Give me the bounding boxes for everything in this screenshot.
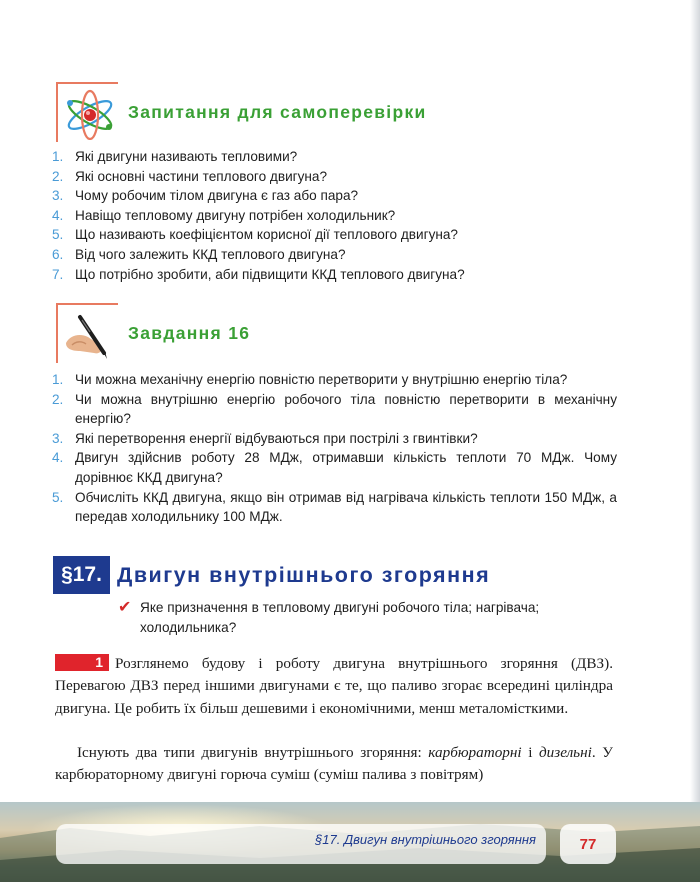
paragraph-heading	[53, 556, 490, 594]
item-number: 3.	[52, 430, 64, 446]
self-check-title: Запитання для самоперевірки	[128, 101, 427, 122]
paragraph-title: Двигун внутрішнього згоряння	[117, 562, 491, 587]
list-item	[52, 488, 617, 527]
item-number: 1.	[52, 372, 64, 387]
item-number: 5.	[52, 489, 64, 505]
body-paragraph-2	[55, 742, 613, 787]
body-text-span: Існують два типи двигунів внутрішнього згоряння:	[77, 744, 429, 761]
list-item	[52, 429, 617, 449]
item-number: 1.	[52, 149, 64, 164]
body-text-span: і	[521, 744, 539, 761]
item-number: 6.	[52, 246, 64, 262]
list-item	[52, 448, 617, 487]
running-title: §17. Двигун внутрішнього згоряння	[315, 832, 536, 847]
item-number: 4.	[52, 450, 64, 466]
subsection-number-badge: 1	[55, 654, 109, 671]
task-title: Завдання 16	[128, 322, 251, 343]
item-text: Обчисліть ККД двигуна, якщо він отримав від нагрівача кількість теплоти 150 МДж, а передав холодильнику 100 МДж.	[75, 489, 617, 525]
item-text: Що називають коефіцієнтом корисної дії теплового двигуна?	[75, 227, 458, 243]
list-item	[52, 245, 617, 265]
item-text: Чи можна механічну енергію повністю перетворити у внутрішню енергію тіла?	[75, 372, 568, 387]
task-header	[56, 303, 250, 363]
item-number: 7.	[52, 266, 64, 282]
checkmark-icon: ✔	[118, 599, 132, 616]
item-number: 2.	[52, 168, 64, 184]
item-text: Двигун здійснив роботу 28 МДж, отримавши кількість теплоти 70 МДж. Чому дорівнює ККД двигуна?	[75, 450, 617, 485]
atom-icon	[60, 86, 116, 140]
list-item	[52, 370, 617, 390]
item-number: 3.	[52, 188, 64, 204]
item-text: Які перетворення енергії відбуваються при пострілі з гвинтівки?	[75, 430, 478, 446]
item-number: 4.	[52, 207, 64, 223]
self-check-header	[56, 82, 427, 142]
self-check-icon-frame	[56, 82, 118, 142]
task-icon-frame	[56, 303, 118, 363]
item-text: Що потрібно зробити, аби підвищити ККД теплового двигуна?	[75, 266, 465, 282]
body-paragraph-1	[55, 653, 613, 720]
page-number: 77	[560, 824, 616, 864]
item-number: 2.	[52, 391, 64, 407]
list-item	[52, 186, 617, 206]
item-text: Від чого залежить ККД теплового двигуна?	[75, 246, 346, 262]
item-text: Навіщо тепловому двигуну потрібен холодильник?	[75, 207, 396, 223]
paragraph-number: §17.	[53, 556, 110, 594]
page-edge	[690, 0, 700, 882]
item-number: 5.	[52, 227, 64, 243]
item-text: Чому робочим тілом двигуна є газ або пара?	[75, 188, 359, 204]
list-item	[52, 225, 617, 245]
task-items	[52, 370, 617, 527]
item-text: Чи можна внутрішню енергію робочого тіла повністю перетворити в механічну енергію?	[75, 391, 617, 427]
list-item	[52, 147, 617, 167]
term-diesel: дизельні	[539, 744, 592, 761]
item-text: Які двигуни називають тепловими?	[75, 149, 298, 164]
pen-hand-icon	[60, 307, 116, 361]
body-text-span: . У карбюраторному двигуні горюча суміш (суміш палива з повітрям)	[55, 744, 613, 784]
list-item	[52, 390, 617, 429]
list-item	[52, 265, 617, 285]
item-text: Які основні частини теплового двигуна?	[75, 168, 328, 184]
self-check-questions	[52, 147, 617, 284]
intro-question-text: Яке призначення в тепловому двигуні робочого тіла; нагрівача; холодильника?	[140, 600, 540, 635]
term-carburetor: карбюраторні	[428, 744, 522, 761]
footer-banner	[0, 802, 700, 882]
body-paragraph-1-text: Розглянемо будову і роботу двигуна внутрішнього згоряння (ДВЗ). Перевагою ДВЗ перед іншими двигунами є те, що паливо згорає всередині циліндра двигуна. Це робить їх більш дешевими і економічними, менш металомісткими.	[55, 655, 613, 717]
list-item	[52, 167, 617, 187]
list-item	[52, 206, 617, 226]
intro-question	[118, 598, 612, 638]
